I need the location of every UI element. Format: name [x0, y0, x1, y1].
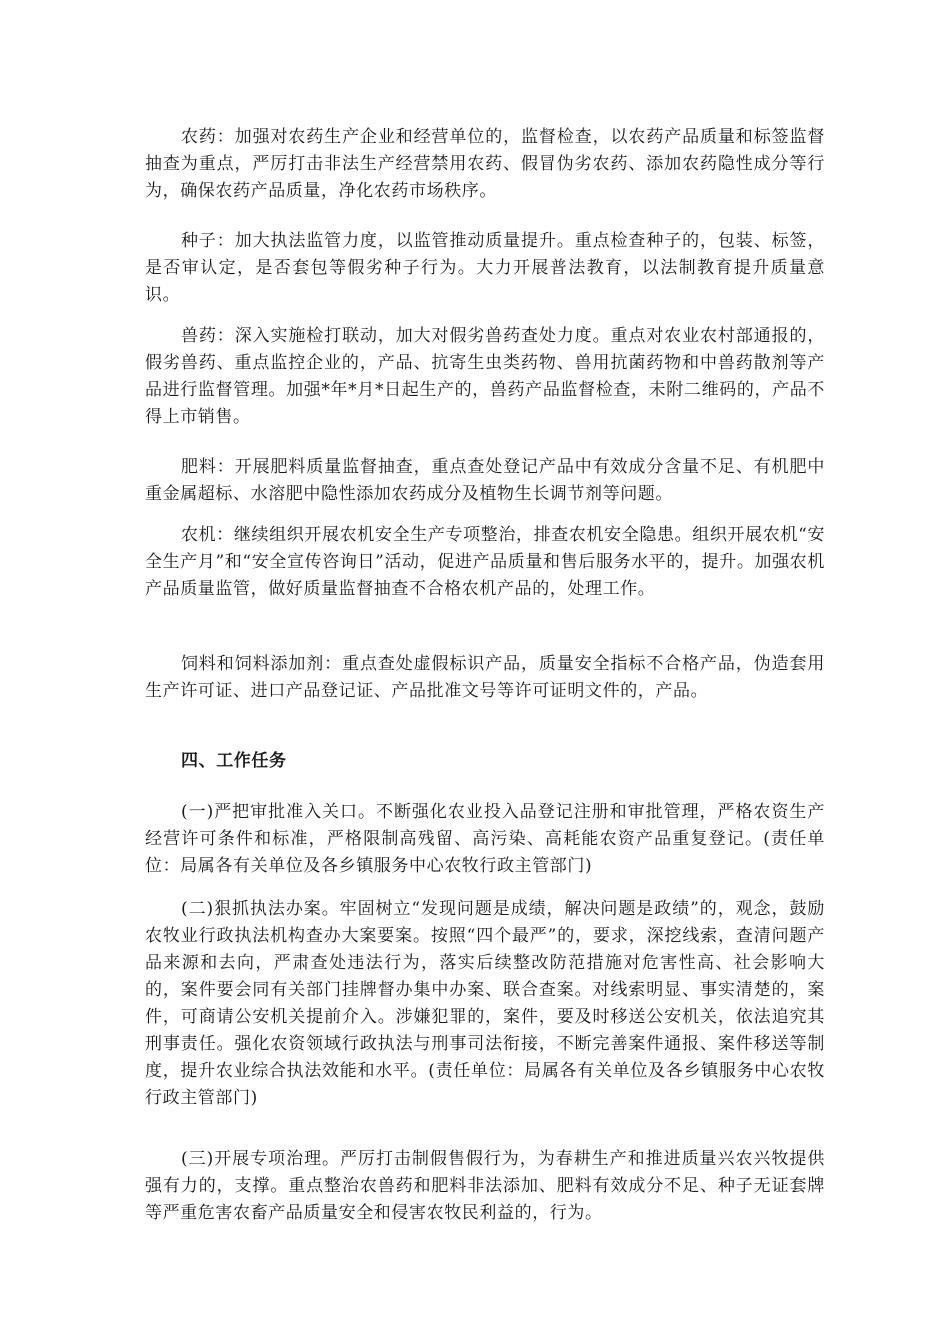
- paragraph-veterinary-drugs: 兽药：深入实施检打联动，加大对假劣兽药查处力度。重点对农业农村部通报的，假劣兽药、重点监控企业的，产品、抗寄生虫类药物、兽用抗菌药物和中兽药散剂等产品进行监督管理。加强*年*月*日起生产的，兽药产品监督检查，未附二维码的，产品不得上市销售。: [145, 326, 825, 427]
- paragraph-fertilizer: 肥料：开展肥料质量监督抽查，重点查处登记产品中有效成分含量不足、有机肥中重金属超标、水溶肥中隐性添加农药成分及植物生长调节剂等问题。: [145, 457, 825, 504]
- task-item-2: (二)狠抓执法办案。牢固树立“发现问题是成绩，解决问题是政绩”的，观念，鼓励农牧业行政执法机构查办大案要案。按照“四个最严”的，要求，深挖线索，查清问题产品来源和去向，严肃查处违法行为，落实后续整改防范措施对危害性高、社会影响大的，案件要会同有关部门挂牌督办集中办案、联合查案。对线索明显、事实清楚的，案件，可商请公安机关提前介入。涉嫌犯罪的，案件，要及时移送公安机关，依法追究其刑事责任。强化农资领域行政执法与刑事司法衔接，不断完善案件通报、案件移送等制度，提升农业综合执法效能和水平。(责任单位：局属各有关单位及各乡镇服务中心农牧行政主管部门): [145, 899, 825, 1108]
- paragraph-feed-additives: 饲料和饲料添加剂：重点查处虚假标识产品，质量安全指标不合格产品，伪造套用生产许可证、进口产品登记证、产品批准文号等许可证明文件的，产品。: [145, 654, 825, 701]
- section-heading: 四、工作任务: [181, 751, 287, 771]
- paragraph-pesticide: 农药：加强对农药生产企业和经营单位的，监督检查，以农药产品质量和标签监督抽查为重点，严厉打击非法生产经营禁用农药、假冒伪劣农药、添加农药隐性成分等行为，确保农药产品质量，净化农药市场秩序。: [145, 127, 825, 201]
- task-item-3: (三)开展专项治理。严厉打击制假售假行为，为春耕生产和推进质量兴农兴牧提供强有力的，支撑。重点整治农兽药和肥料非法添加、肥料有效成分不足、种子无证套牌等严重危害农畜产品质量安全和侵害农牧民利益的，行为。: [145, 1149, 825, 1223]
- paragraph-seeds: 种子：加大执法监管力度，以监管推动质量提升。重点检查种子的，包装、标签，是否审认定，是否套包等假劣种子行为。大力开展普法教育，以法制教育提升质量意识。: [145, 231, 825, 305]
- paragraph-agricultural-machinery: 农机：继续组织开展农机安全生产专项整治，排查农机安全隐患。组织开展农机“安全生产月”和“安全宣传咨询日”活动，促进产品质量和售后服务水平的，提升。加强农机产品质量监管，做好质量监督抽查不合格农机产品的，处理工作。: [145, 525, 825, 599]
- task-item-1: (一)严把审批准入关口。不断强化农业投入品登记注册和审批管理，严格农资生产经营许可条件和标准，严格限制高残留、高污染、高耗能农资产品重复登记。(责任单位：局属各有关单位及各乡镇服务中心农牧行政主管部门): [145, 802, 825, 876]
